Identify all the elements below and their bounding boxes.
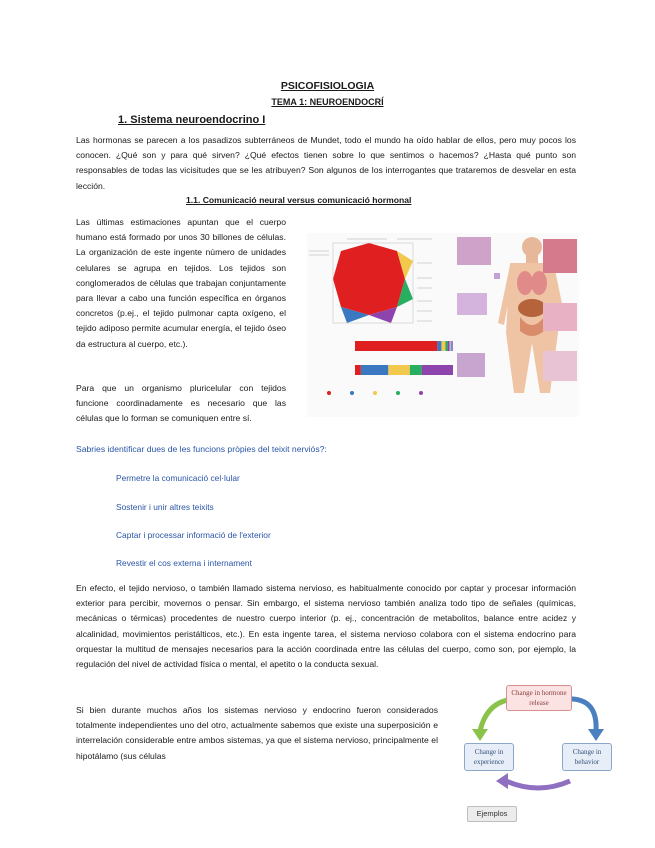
cycle-box-behavior: Change in behavior [562, 743, 612, 771]
cells-bar-segment-3 [445, 341, 447, 351]
question-prompt: Sabries identificar dues de les funcions pròpies del teixit nerviós?: [76, 444, 327, 454]
section-heading: 1. Sistema neuroendocrino I [118, 114, 266, 126]
option-process-external-info[interactable]: Captar i processar informació de l'exterior [116, 530, 271, 540]
cycle-box-experience: Change in experience [464, 743, 514, 771]
cells-bar-segment-5 [450, 341, 451, 351]
communication-paragraph: Para que un organismo pluricelular con tejidos funcione coordinadamente es necesario que las células que lo forman se comuniquen entre sí. [76, 383, 286, 424]
option-cellular-communication[interactable]: Permetre la comunicació cel·lular [116, 473, 240, 483]
nervous-system-paragraph: En efecto, el tejido nervioso, o también llamado sistema nervioso, es habitualmente conocido por captar y procesar información exterior para percibir, movernos o pensar. Sin embargo, el sistema nervioso también analiza todo tipo de señales (químicas, mecánicas o térmicas) procedentes de nuestro cuerpo interior (p. ej., concentración de metabolitos, balance entre acidez y alcalinidad, movimientos peristálticos, etc.). En esta ingente tarea, el sistema nervioso colabora con el sistema endocrino para orquestar la multitud de mensajes necesarios para la acción coordinada entre las células del cuerpo, como son, por ejemplo, la regulación del nivel de actividad física o mental, el apetito o la conducta sexual. [76, 583, 576, 670]
octagon-slice-red [333, 243, 405, 315]
mass-bar-segment-1 [361, 365, 388, 375]
mass-bar-segment-2 [388, 365, 410, 375]
octagon-chart [333, 243, 413, 323]
mass-bar-segment-0 [355, 365, 361, 375]
cells-bar-segment-1 [437, 341, 441, 351]
cells-bar-segment-7 [452, 341, 453, 351]
neuroendocrine-overlap-paragraph: Si bien durante muchos años los sistemas nervioso y endocrino fueron considerados totalmente independientes uno del otro, actualmente sabemos que existe una superposición e interrelación considerable entre ambos sistemas, ya que el sistema nervioso, principalmente el hipotálamo (sus células [76, 705, 438, 761]
chart-legend [327, 391, 423, 395]
document-title: PSICOFISIOLOGIA [280, 80, 375, 92]
mass-bar-segment-4 [422, 365, 453, 375]
cell-composition-figure [307, 233, 579, 417]
examples-button[interactable]: Ejemplos [467, 806, 517, 822]
option-support-tissues[interactable]: Sostenir i unir altres teixits [116, 502, 214, 512]
cycle-box-hormone: Change in hormone release [506, 685, 572, 711]
intro-paragraph: Las hormonas se parecen a los pasadizos subterráneos de Mundet, todo el mundo ha oído hablar de ellos, pero muy pocos los conocen. ¿Qué son y para qué sirven? ¿Qué efectos tienen sobre lo que sentimos o hacemos? ¿Hasta qué punto son responsables de todas las vicisitudes que se les atribuyen? Son algunos de los interrogantes que trataremos de desvelar en esta lección. [76, 135, 576, 191]
option-cover-body[interactable]: Revestir el cos externa i internament [116, 558, 252, 568]
cell-composition-chart [307, 233, 579, 417]
cells-bar [355, 341, 453, 351]
hormone-behavior-cycle-diagram [458, 683, 618, 793]
document-subtitle: TEMA 1: NEUROENDOCRÍ [271, 97, 384, 107]
subsection-heading: 1.1. Comunicació neural versus comunicació hormonal [186, 195, 412, 205]
mass-bar-segment-3 [410, 365, 422, 375]
cells-bar-segment-6 [451, 341, 452, 351]
cells-bar-segment-0 [355, 341, 437, 351]
cells-paragraph: Las últimas estimaciones apuntan que el cuerpo humano está formado por unos 30 billones de células. La organización de este ingente número de unidades celulares se agrupa en tejidos. Los tejidos son conglomerados de células que trabajan conjuntamente para llevar a cabo una función específica en órganos concretos (p.ej., el tejido pulmonar capta oxígeno, el tejido adiposo permite acumular energía, el tejido óseo da estructura al cuerpo, etc.). [76, 217, 286, 349]
cells-bar-segment-4 [448, 341, 450, 351]
mass-bar [355, 365, 453, 375]
cells-bar-segment-2 [441, 341, 445, 351]
